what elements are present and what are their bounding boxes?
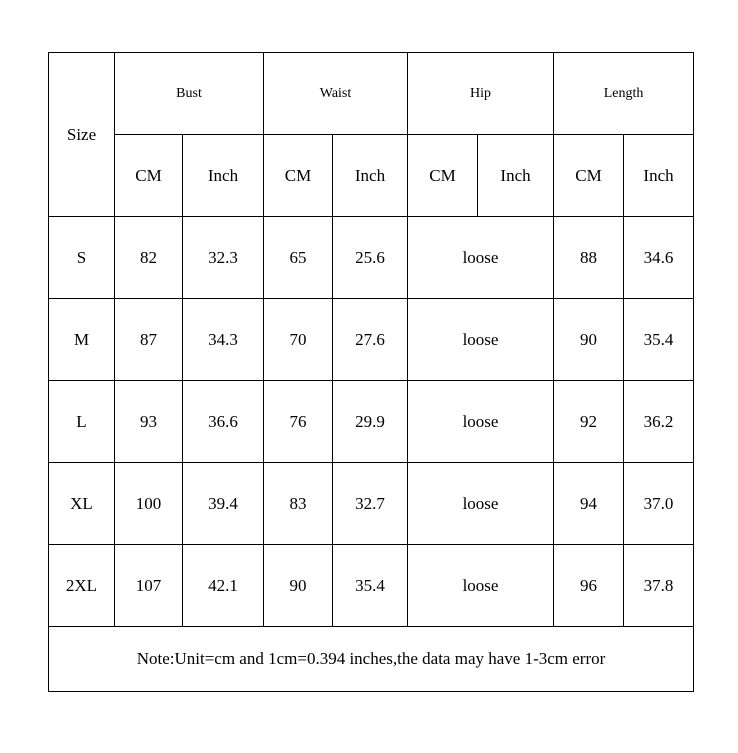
bust-inch-cell: 39.4 <box>183 463 264 545</box>
bust-inch-cell: 36.6 <box>183 381 264 463</box>
table-row <box>49 299 694 381</box>
hip-cell: loose <box>408 217 554 299</box>
unit-header: Inch <box>183 135 264 217</box>
size-cell: M <box>49 299 115 381</box>
table-row <box>49 463 694 545</box>
bust-inch-cell: 42.1 <box>183 545 264 627</box>
length-cm-cell: 88 <box>554 217 624 299</box>
note-row <box>49 627 694 692</box>
unit-header: Inch <box>333 135 408 217</box>
length-cm-cell: 90 <box>554 299 624 381</box>
table-row <box>49 381 694 463</box>
bust-cm-cell: 87 <box>115 299 183 381</box>
hip-cell: loose <box>408 381 554 463</box>
length-header: Length <box>554 53 694 135</box>
bust-cm-cell: 82 <box>115 217 183 299</box>
hip-cell: loose <box>408 463 554 545</box>
waist-cm-cell: 65 <box>264 217 333 299</box>
bust-header: Bust <box>115 53 264 135</box>
waist-cm-cell: 90 <box>264 545 333 627</box>
length-cm-cell: 92 <box>554 381 624 463</box>
bust-cm-cell: 100 <box>115 463 183 545</box>
hip-cell: loose <box>408 545 554 627</box>
length-inch-cell: 34.6 <box>624 217 694 299</box>
length-cm-cell: 94 <box>554 463 624 545</box>
length-inch-cell: 36.2 <box>624 381 694 463</box>
waist-cm-cell: 70 <box>264 299 333 381</box>
bust-inch-cell: 32.3 <box>183 217 264 299</box>
waist-cm-cell: 83 <box>264 463 333 545</box>
waist-inch-cell: 32.7 <box>333 463 408 545</box>
bust-cm-cell: 107 <box>115 545 183 627</box>
waist-header: Waist <box>264 53 408 135</box>
unit-header: CM <box>115 135 183 217</box>
unit-header-row <box>49 135 694 217</box>
length-inch-cell: 37.8 <box>624 545 694 627</box>
waist-inch-cell: 35.4 <box>333 545 408 627</box>
size-cell: S <box>49 217 115 299</box>
waist-inch-cell: 27.6 <box>333 299 408 381</box>
hip-header: Hip <box>408 53 554 135</box>
hip-cell: loose <box>408 299 554 381</box>
table-row <box>49 545 694 627</box>
unit-header: Inch <box>478 135 554 217</box>
length-cm-cell: 96 <box>554 545 624 627</box>
length-inch-cell: 37.0 <box>624 463 694 545</box>
bust-inch-cell: 34.3 <box>183 299 264 381</box>
waist-cm-cell: 76 <box>264 381 333 463</box>
unit-header: CM <box>408 135 478 217</box>
unit-header: Inch <box>624 135 694 217</box>
size-cell: 2XL <box>49 545 115 627</box>
waist-inch-cell: 29.9 <box>333 381 408 463</box>
size-header: Size <box>49 53 115 217</box>
bust-cm-cell: 93 <box>115 381 183 463</box>
size-chart-table <box>48 52 694 692</box>
group-header-row <box>49 53 694 135</box>
unit-header: CM <box>264 135 333 217</box>
length-inch-cell: 35.4 <box>624 299 694 381</box>
size-cell: XL <box>49 463 115 545</box>
waist-inch-cell: 25.6 <box>333 217 408 299</box>
unit-header: CM <box>554 135 624 217</box>
note-text: Note:Unit=cm and 1cm=0.394 inches,the data may have 1-3cm error <box>49 627 694 692</box>
table-row <box>49 217 694 299</box>
size-cell: L <box>49 381 115 463</box>
